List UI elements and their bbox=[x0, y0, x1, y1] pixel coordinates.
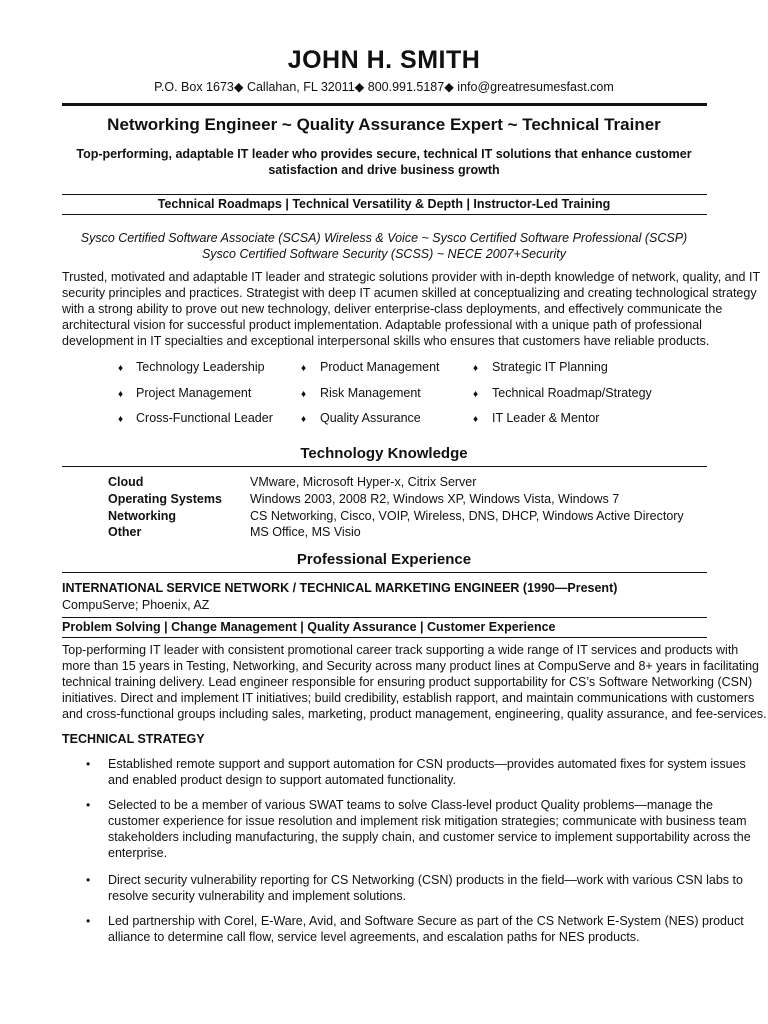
diamond-bullet-icon: ♦ bbox=[473, 414, 479, 425]
competency-item: IT Leader & Mentor bbox=[492, 411, 600, 425]
bullet-line: Led partnership with Corel, E-Ware, Avid, and Software Secure as part of the CS Network E-System (NES) product bbox=[108, 914, 744, 928]
summary-statement: Top-performing, adaptable IT leader who provides secure, technical IT solutions that enhance customer satisfaction and drive business growth bbox=[76, 147, 692, 177]
tech-value: MS Office, MS Visio bbox=[250, 525, 361, 539]
focus-top-rule bbox=[62, 617, 707, 618]
description-line: more than 15 years in Testing, Networking, and Security across many product lines at CompuServe and 8+ years in facilitating bbox=[62, 659, 759, 673]
profile-line: architectural vision for successful product implementation. Adaptable professional with a unique path of professional bbox=[62, 318, 702, 332]
technology-heading: Technology Knowledge bbox=[300, 445, 468, 462]
competency-item: Cross-Functional Leader bbox=[136, 411, 273, 425]
bullet-line: customer experience for issue resolution and implement risk mitigation strategies; communicate with business team bbox=[108, 814, 747, 828]
job-title: INTERNATIONAL SERVICE NETWORK / TECHNICAL MARKETING ENGINEER (1990—Present) bbox=[62, 581, 618, 595]
diamond-bullet-icon: ♦ bbox=[118, 363, 124, 374]
diamond-bullet-icon: ♦ bbox=[301, 389, 307, 400]
tech-label: Networking bbox=[108, 509, 177, 523]
header-rule bbox=[62, 103, 707, 106]
tech-value: Windows 2003, 2008 R2, Windows XP, Windows Vista, Windows 7 bbox=[250, 492, 620, 506]
bullet-icon: • bbox=[86, 873, 91, 887]
bullet-line: Selected to be a member of various SWAT teams to solve Class-level product Quality problems—manage the bbox=[108, 798, 713, 812]
tech-label: Cloud bbox=[108, 475, 144, 489]
subheading-technical-strategy: TECHNICAL STRATEGY bbox=[62, 732, 205, 746]
tech-label: Other bbox=[108, 525, 142, 539]
description-line: and cross-functional groups including sales, marketing, product management, engineering, quality assurance, and fee-services. bbox=[62, 707, 767, 721]
focus-line: Problem Solving | Change Management | Quality Assurance | Customer Experience bbox=[62, 620, 556, 634]
bullet-line: Established remote support and support automation for CSN products—provides automated fixes for system issues bbox=[108, 757, 746, 771]
bullet-icon: • bbox=[86, 798, 91, 812]
technology-rule bbox=[62, 466, 707, 467]
competency-item: Product Management bbox=[320, 360, 440, 374]
diamond-bullet-icon: ♦ bbox=[118, 389, 124, 400]
competency-item: Technical Roadmap/Strategy bbox=[492, 386, 652, 400]
description-line: initiatives. Direct and implement IT initiatives; build credibility, establish rapport, and maintain communications with customers bbox=[62, 691, 755, 705]
diamond-bullet-icon: ♦ bbox=[118, 414, 124, 425]
bullet-line: and enabled product design to support automated functionality. bbox=[108, 773, 456, 787]
competency-item: Project Management bbox=[136, 386, 252, 400]
keyline-top-rule bbox=[62, 194, 707, 195]
profile-line: with a strong ability to prove out new technology, deliver enterprise-class deployments, and effectively communicate the bbox=[62, 302, 723, 316]
certification-line: Sysco Certified Software Associate (SCSA) Wireless & Voice ~ Sysco Certified Software Professional (SCSP) bbox=[80, 231, 688, 245]
competency-item: Risk Management bbox=[320, 386, 421, 400]
bullet-line: stakeholders including manufacturing, the supply chain, and customer service to implement supportability across the bbox=[108, 830, 751, 844]
bullet-icon: • bbox=[86, 914, 91, 928]
keyword-line: Technical Roadmaps | Technical Versatility & Depth | Instructor-Led Training bbox=[157, 197, 611, 211]
candidate-name: JOHN H. SMITH bbox=[287, 46, 481, 74]
tech-value: VMware, Microsoft Hyper-x, Citrix Server bbox=[250, 475, 477, 489]
profile-line: security principles and practices. Strategist with deep IT acumen skilled at conceptualizing and creating technological strategy bbox=[62, 286, 757, 300]
experience-rule bbox=[62, 572, 707, 573]
description-line: Top-performing IT leader with consistent promotional career track supporting a wide range of IT services and products with bbox=[62, 643, 739, 657]
profile-line: Trusted, motivated and adaptable IT leader and strategic solutions provider with in-depth knowledge of network, quality, and IT bbox=[62, 270, 761, 284]
bullet-line: enterprise. bbox=[108, 846, 168, 860]
description-line: technical training delivery. Lead engineer responsible for ensuring product supportability for CS’s Software Networking (CSN) bbox=[62, 675, 753, 689]
bullet-line: Direct security vulnerability reporting for CS Networking (CSN) products in the field—work with various CSN labs to bbox=[108, 873, 743, 887]
focus-bottom-rule bbox=[62, 637, 707, 638]
diamond-bullet-icon: ♦ bbox=[301, 363, 307, 374]
keyline-bottom-rule bbox=[62, 214, 707, 215]
bullet-icon: • bbox=[86, 757, 91, 771]
tech-label: Operating Systems bbox=[108, 492, 222, 506]
profile-line: development in IT specialties and exceptional interpersonal skills who ensures that customers have reliable products. bbox=[62, 334, 710, 348]
competency-item: Strategic IT Planning bbox=[492, 360, 608, 374]
headline: Networking Engineer ~ Quality Assurance Expert ~ Technical Trainer bbox=[107, 115, 661, 134]
bullet-line: resolve security vulnerability and implement solutions. bbox=[108, 889, 407, 903]
competency-item: Quality Assurance bbox=[320, 411, 421, 425]
competency-item: Technology Leadership bbox=[136, 360, 265, 374]
diamond-bullet-icon: ♦ bbox=[301, 414, 307, 425]
certification-line: Sysco Certified Software Security (SCSS) ~ NECE 2007+Security bbox=[201, 247, 567, 261]
tech-value: CS Networking, Cisco, VOIP, Wireless, DNS, DHCP, Windows Active Directory bbox=[250, 509, 684, 523]
contact-line: P.O. Box 1673◆ Callahan, FL 32011◆ 800.991.5187◆ info@greatresumesfast.com bbox=[154, 80, 614, 94]
employer: CompuServe; Phoenix, AZ bbox=[62, 598, 210, 612]
bullet-line: alliance to determine call flow, service level agreements, and escalation paths for NES products. bbox=[108, 930, 640, 944]
diamond-bullet-icon: ♦ bbox=[473, 363, 479, 374]
diamond-bullet-icon: ♦ bbox=[473, 389, 479, 400]
experience-heading: Professional Experience bbox=[296, 551, 472, 568]
